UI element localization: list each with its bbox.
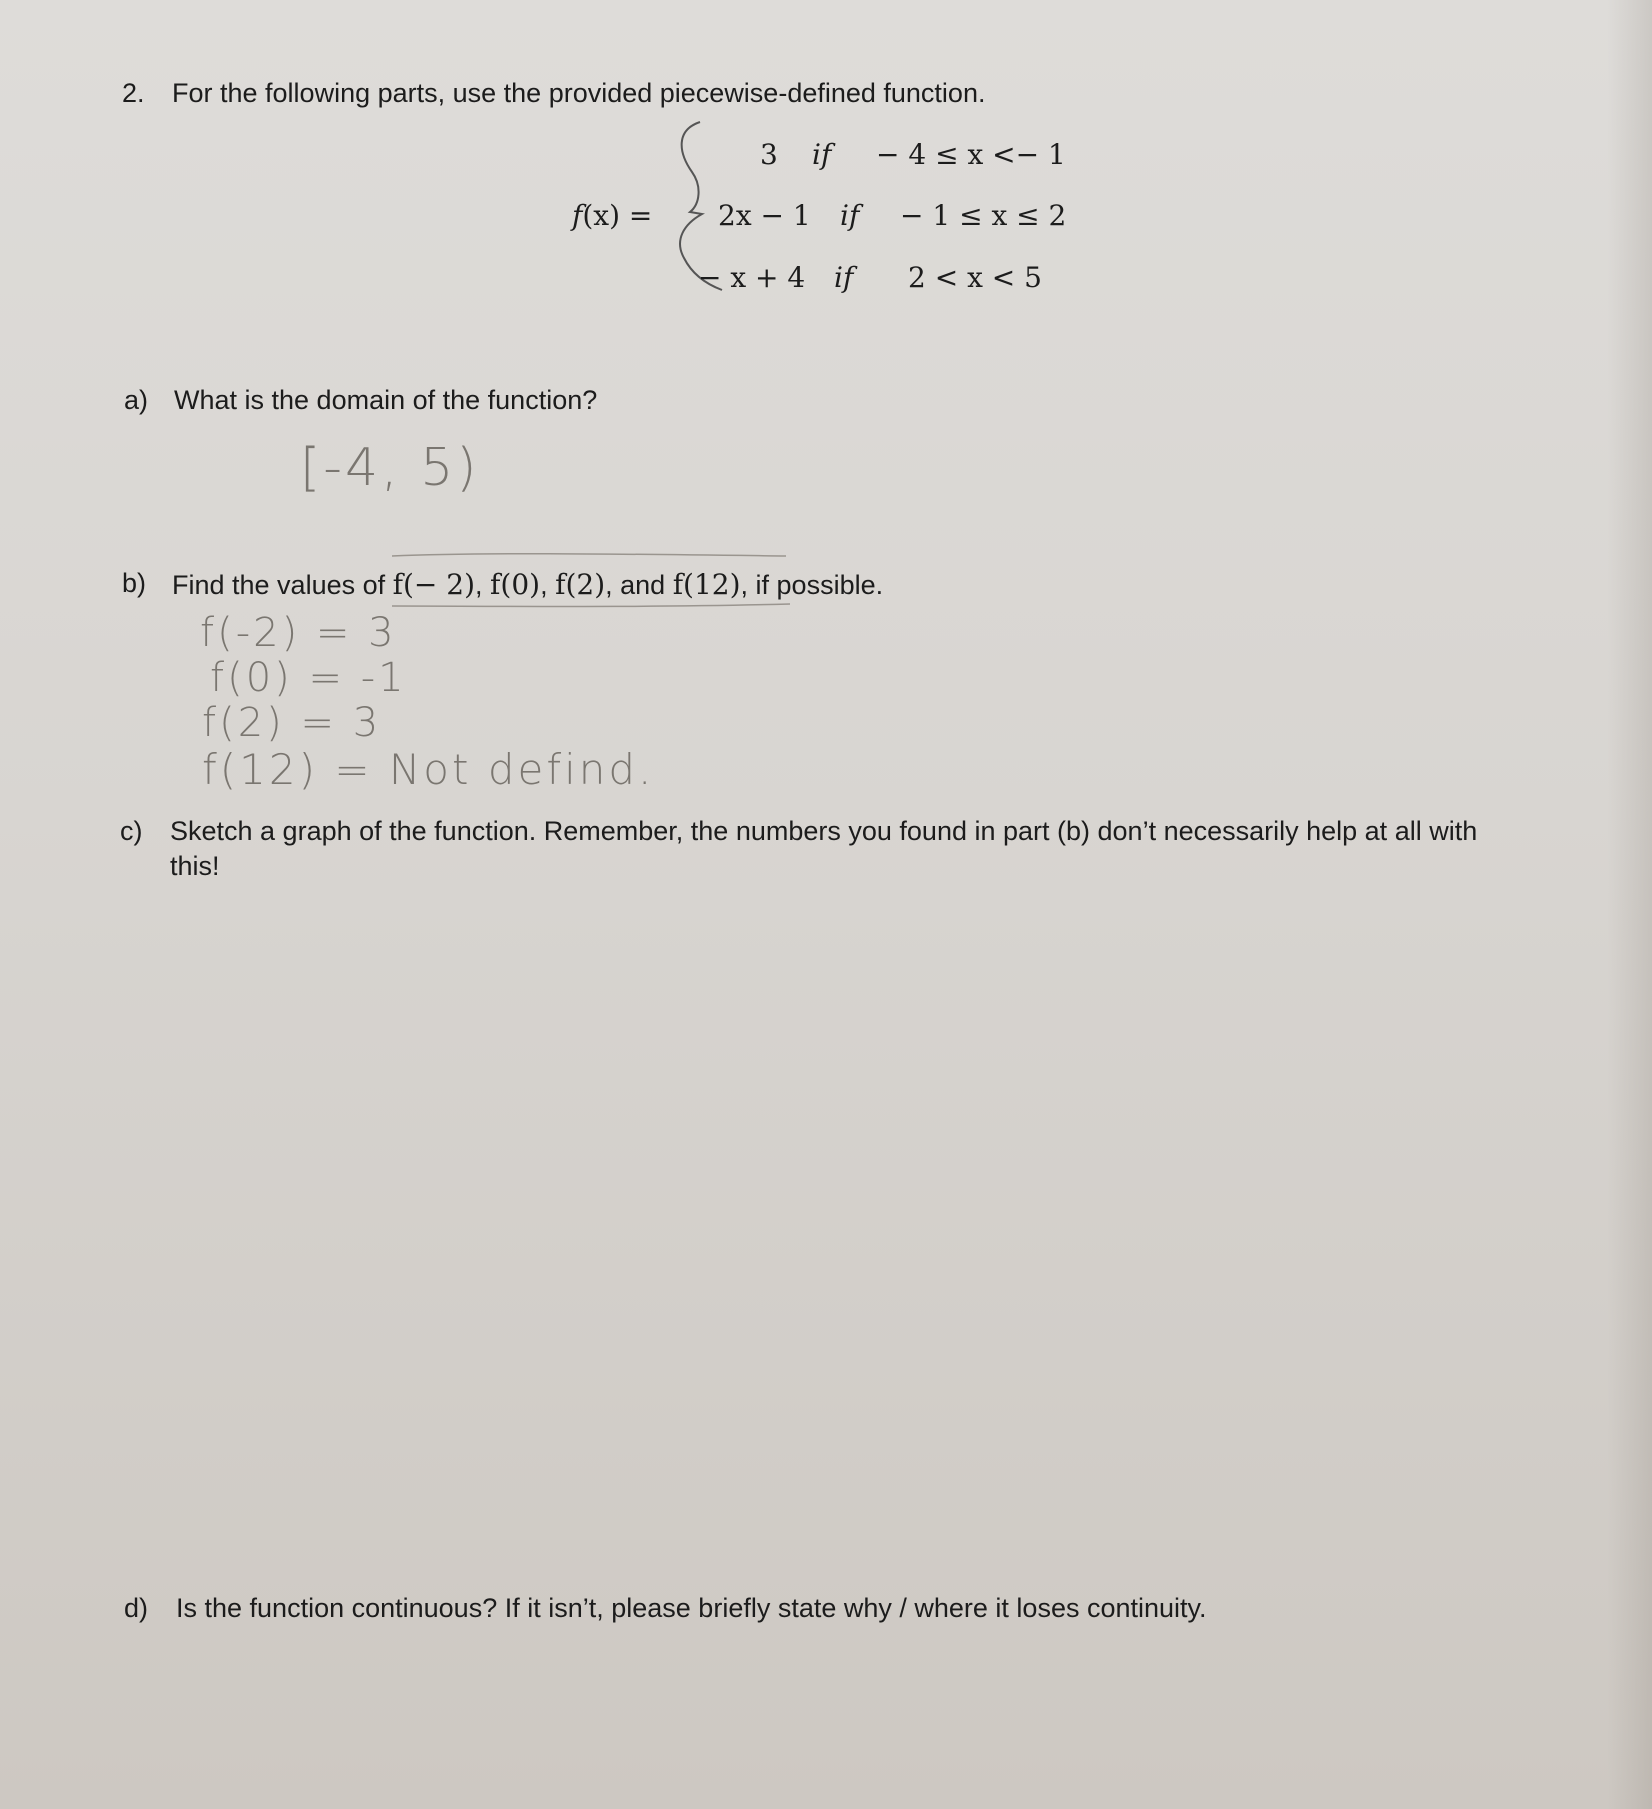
part-b-separator-2: , [540, 570, 556, 600]
part-b-value-2: f(0) [490, 568, 541, 601]
part-b-answer-1: f(-2) = 3 [200, 610, 397, 656]
part-a-answer: [-4, 5) [300, 438, 480, 498]
part-b-value-1: f(− 2) [392, 568, 476, 601]
part-b-label: b) [122, 568, 147, 598]
part-a-label: a) [124, 385, 149, 415]
part-b-answer-2: f(0) = -1 [210, 655, 407, 701]
part-b-answer-3: f(2) = 3 [202, 700, 382, 746]
question-prompt: For the following parts, use the provided piecewise-defined function. [172, 78, 986, 108]
part-d-label: d) [124, 1593, 149, 1623]
question-number: 2. [122, 78, 145, 108]
part-d-question: Is the function continuous? If it isn’t, please briefly state why / where it loses continuity. [176, 1593, 1207, 1623]
part-c-question-line2: this! [170, 851, 220, 881]
part-b-prefix: Find the values of [172, 570, 393, 600]
part-b-separator-1: , [475, 570, 491, 600]
piece-1-expression: 3 [760, 138, 778, 171]
part-c-label: c) [120, 816, 143, 846]
piece-2-expression: 2x − 1 [718, 199, 811, 232]
piece-3-if: if [834, 261, 854, 294]
piece-3-condition: 2 < x < 5 [908, 261, 1042, 294]
piece-3-expression: − x + 4 [698, 261, 806, 294]
part-b-suffix: , if possible. [740, 570, 884, 600]
piece-2-condition: − 1 ≤ x ≤ 2 [900, 199, 1067, 232]
part-c-question-line1: Sketch a graph of the function. Remember, the numbers you found in part (b) don’t necessarily help at all with [170, 816, 1478, 846]
part-b-value-4: f(12) [672, 568, 741, 601]
function-equals: = [620, 199, 653, 232]
piece-1-if: if [812, 138, 832, 171]
part-b-value-3: f(2) [555, 568, 606, 601]
piece-2-if: if [840, 199, 860, 232]
function-name: f [572, 199, 583, 232]
part-a-question: What is the domain of the function? [174, 385, 598, 415]
piece-1-condition: − 4 ≤ x <− 1 [876, 138, 1066, 171]
page-shadow [1607, 0, 1652, 1809]
part-b-answer-4: f(12) = Not defind. [202, 745, 655, 794]
function-arg: (x) [582, 199, 621, 232]
part-b-and: , and [605, 570, 673, 600]
